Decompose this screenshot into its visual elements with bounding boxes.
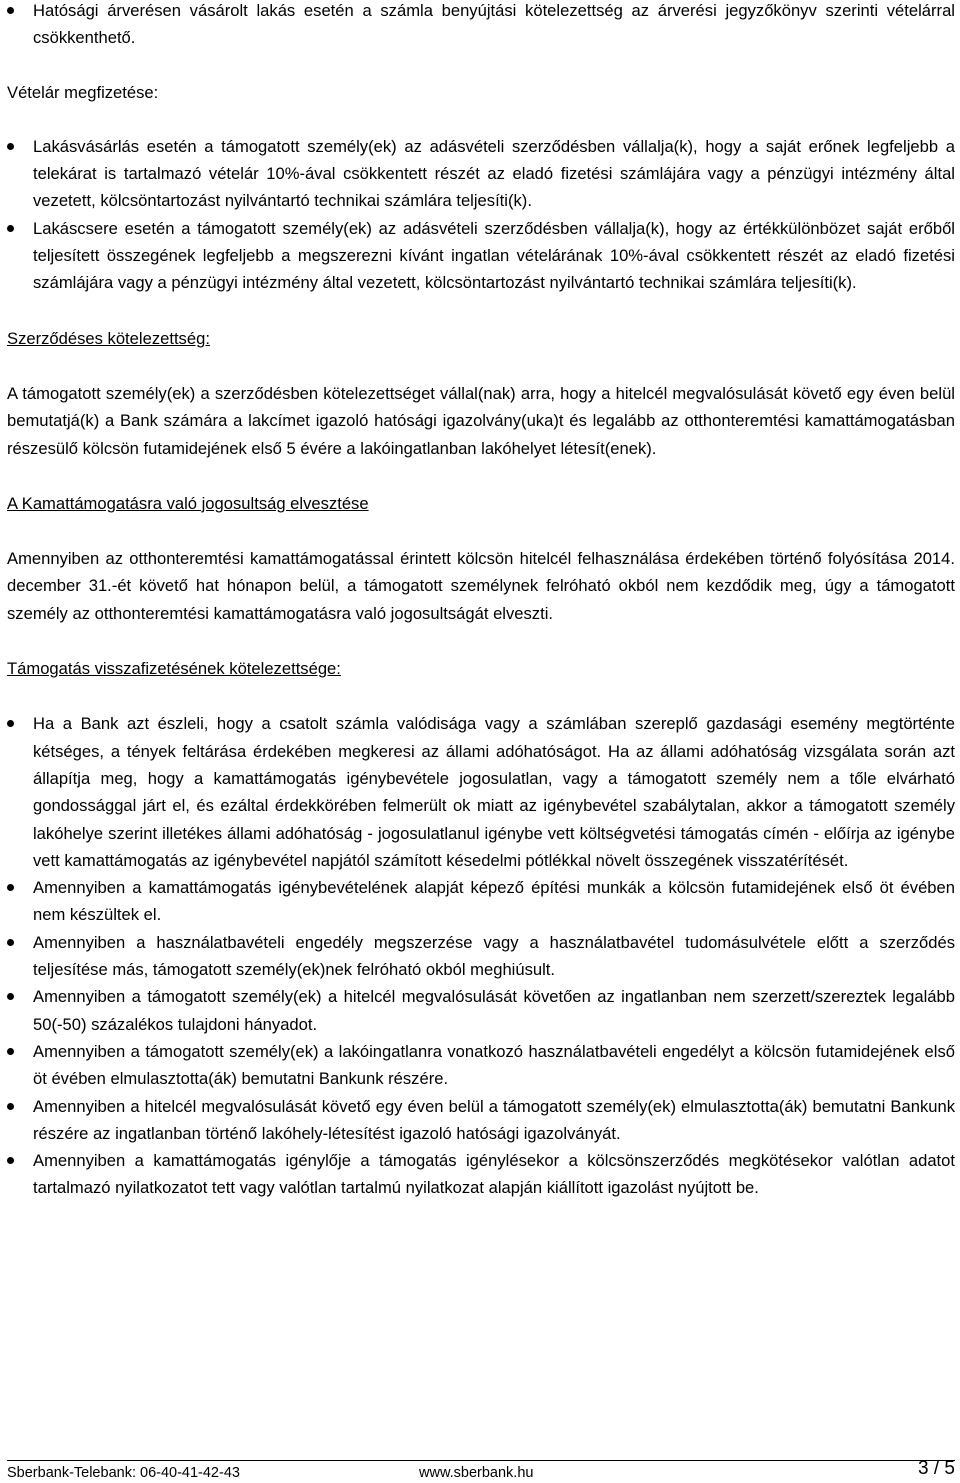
list-item (7, 1147, 955, 1202)
footer-divider (7, 1460, 955, 1461)
bullet-icon (7, 225, 14, 232)
footer-website: www.sberbank.hu (419, 1465, 534, 1481)
list-item (7, 215, 955, 297)
bullet-icon (7, 143, 14, 150)
section-title-loss: A Kamattámogatásra való jogosultság elvesztése (7, 493, 369, 513)
payment-list (7, 133, 955, 297)
list-item-text: Amennyiben a használatbavételi engedély megszerzése vagy a használatbavétel tudomásulvétele előtt a szerződés teljesítése más, támogatott személy(ek)nek felróható okból meghiúsult. (33, 932, 955, 980)
list-item-text: Ha a Bank azt észleli, hogy a csatolt számla valódisága vagy a számlában szereplő gazdasági esemény megtörténte kétséges, a tények feltárása érdekében megkeresi az állami adóhatóságot. Ha az állami adóhatóság vizsgálata során azt állapítja meg, hogy a kamattámogatás igénybevétele jogosulatlan, vagy a támogatott személy nem a tőle elvárható gondossággal járt el, és ezáltal érdekkörében felmerült ok miatt az igénybevétel szabálytalan, akkor a támogatott személy lakóhelye szerint illetékes állami adóhatóság - jogosulatlanul igénybe vett költségvetési támogatás címén - előírja az igénybe vett kamattámogatás az igénybevétel napjától számított késedelmi pótlékkal növelt összegének visszatérítését. (33, 714, 955, 870)
list-item (7, 1093, 955, 1148)
list-item (7, 710, 955, 874)
list-item (7, 1038, 955, 1093)
bullet-icon (7, 993, 14, 1000)
list-item-text: Hatósági árverésen vásárolt lakás esetén a számla benyújtási kötelezettség az árverési jegyzőkönyv szerinti vételárral csökkenthető. (33, 1, 955, 48)
list-item-text: Amennyiben a hitelcél megvalósulását követő egy éven belül a támogatott személy(ek) elmulasztotta(ák) bemutatni Bankunk részére az ingatlanban történő lakóhely-létesítést igazoló hatósági igazolványát. (33, 1096, 955, 1143)
list-item (7, 133, 955, 215)
intro-list (7, 0, 955, 52)
section-title-contract: Szerződéses kötelezettség: (7, 328, 210, 348)
spacer (7, 297, 955, 325)
bullet-icon (7, 939, 14, 946)
footer-phone: Sberbank-Telebank: 06-40-41-42-43 (7, 1465, 240, 1481)
bullet-icon (7, 1157, 14, 1164)
bullet-icon (7, 884, 14, 891)
section-title-repayment: Támogatás visszafizetésének kötelezettsége: (7, 659, 341, 679)
page-number: 3 / 5 (918, 1458, 955, 1479)
spacer (7, 627, 955, 655)
bullet-icon (7, 1048, 14, 1055)
list-item (7, 929, 955, 984)
list-item-text: Amennyiben a kamattámogatás igénybevételének alapját képező építési munkák a kölcsön futamidejének első öt évében nem készültek el. (33, 878, 955, 925)
list-item-text: Amennyiben a támogatott személy(ek) a lakóingatlanra vonatkozó használatbavételi engedélyt a kölcsön futamidejének első öt évében elmulasztotta(ák) bemutatni Bankunk részére. (33, 1041, 955, 1089)
repayment-list (7, 710, 955, 1201)
spacer (7, 462, 955, 490)
list-item (7, 0, 955, 52)
loss-paragraph: Amennyiben az otthonteremtési kamattámogatással érintett kölcsön hitelcél felhasználása érdekében történő folyósítása 2014. december 31.-ét követő hat hónapon belül, a támogatott személynek felróható okból nem kezdődik meg, úgy a támogatott személy az otthonteremtési kamattámogatásra való jogosultságát elveszti. (7, 549, 955, 623)
bullet-icon (7, 7, 14, 14)
spacer (7, 682, 955, 710)
list-item-text: Amennyiben a támogatott személy(ek) a hitelcél megvalósulását követően az ingatlanban nem szerzett/szereztek legalább 50(-50) százalékos tulajdoni hányadot. (33, 987, 955, 1034)
bullet-icon (7, 720, 14, 727)
bullet-icon (7, 1103, 14, 1110)
spacer (7, 106, 955, 133)
list-item-text: Lakásvásárlás esetén a támogatott személy(ek) az adásvételi szerződésben vállalja(k), hogy a saját erőnek legfeljebb a telekárat is tartalmazó vételár 10%-ával csökkentett részét az eladó fizetési számlájára vagy a pénzügyi intézmény által vezetett, kölcsöntartozást nyilvántartó technikai számlára teljesíti(k). (33, 136, 955, 211)
document-body (7, 0, 955, 1202)
spacer (7, 352, 955, 380)
spacer (7, 52, 955, 79)
section-title-payment: Vételár megfizetése: (7, 82, 159, 102)
list-item-text: Lakáscsere esetén a támogatott személy(ek) az adásvételi szerződésben vállalja(k), hogy az értékkülönbözet saját erőből teljesített összegének legfeljebb a megszerezni kívánt ingatlan vételárának 10%-ával csökkentett részét az eladó fizetési számlájára vagy a pénzügyi intézmény által vezetett, kölcsöntartozást nyilvántartó technikai számlára teljesíti(k). (33, 218, 955, 293)
list-item (7, 983, 955, 1038)
list-item-text: Amennyiben a kamattámogatás igénylője a támogatás igénylésekor a kölcsönszerződés megkötésekor valótlan adatot tartalmazó nyilatkozatot tett vagy valótlan tartalmú nyilatkozat alapján kiállított igazolást nyújtott be. (33, 1151, 955, 1198)
spacer (7, 517, 955, 545)
contract-paragraph: A támogatott személy(ek) a szerződésben kötelezettséget vállal(nak) arra, hogy a hitelcél megvalósulását követő egy éven belül bemutatjá(k) a Bank számára a lakcímet igazoló hatósági igazolvány(uka)t és legalább az otthonteremtési kamattámogatásban részesülő kölcsön futamidejének első 5 évére a lakóingatlanban lakóhelyet létesít(enek). (7, 383, 955, 458)
list-item (7, 874, 955, 929)
